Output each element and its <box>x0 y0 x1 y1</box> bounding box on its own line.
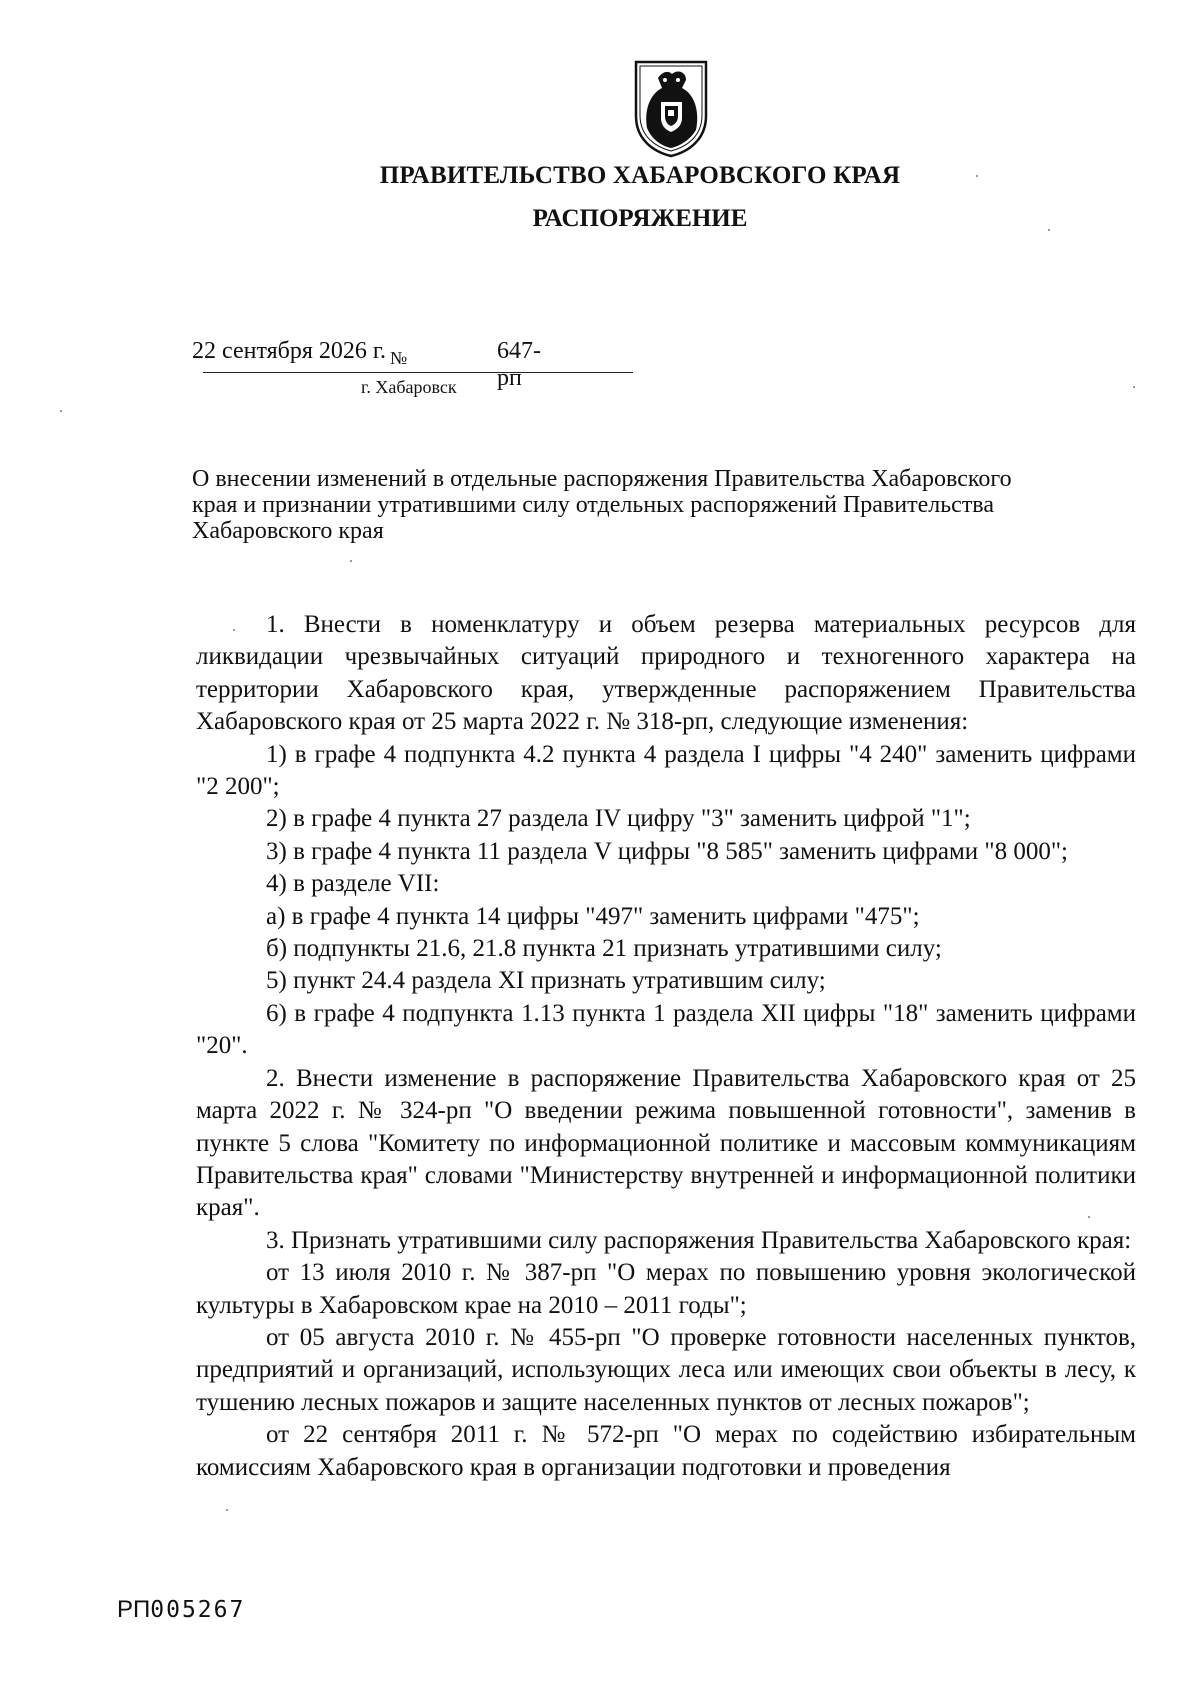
repealed-item-2: от 05 августа 2010 г. № 455-рп "О проверке готовности населенных пунктов, предприятий и организаций, использующих леса или имеющих свои объекты в лесу, к тушению лесных пожаров и защите населенных пунктов от лесных пожаров"; <box>196 1323 1136 1416</box>
series-prefix: РП <box>117 1596 151 1623</box>
document-subject <box>192 466 1139 544</box>
form-serial-stamp <box>117 1596 245 1624</box>
subject-line: Хабаровского края <box>192 518 384 544</box>
paragraph-3: 3. Признать утратившими силу распоряжения Правительства Хабаровского края: <box>266 1226 1132 1254</box>
subparagraph-1-4: 4) в разделе VII: <box>266 870 440 898</box>
subparagraph-1-1: 1) в графе 4 подпункта 4.2 пункта 4 раздела I цифры "4 240" заменить цифрами "2 200"; <box>196 740 1136 801</box>
number-sign: № <box>390 348 408 368</box>
subparagraph-1-3: 3) в графе 4 пункта 11 раздела V цифры "8 585" заменить цифрами "8 000"; <box>266 837 1069 865</box>
serial-number: 005267 <box>150 1597 246 1623</box>
scan-speck <box>1088 1216 1090 1218</box>
repealed-item-1: от 13 июля 2010 г. № 387-рп "О мерах по повышению уровня экологической культуры в Хабаровском крае на 2010 – 2011 годы"; <box>196 1259 1136 1319</box>
subparagraph-1-6: 6) в графе 4 подпункта 1.13 пункта 1 раздела XII цифры "18" заменить цифрами "20". <box>196 999 1136 1060</box>
scan-speck <box>350 560 352 562</box>
repealed-item-3: от 22 сентября 2011 г. № 572-рп "О мерах по содействию избирательным комиссиям Хабаровского края в организации подготовки и проведения <box>196 1421 1136 1481</box>
scan-speck <box>1048 229 1050 231</box>
scan-speck <box>976 175 978 177</box>
subparagraph-1-5: 5) пункт 24.4 раздела XI признать утратившим силу; <box>266 967 826 995</box>
paragraph-2: 2. Внести изменение в распоряжение Правительства Хабаровского края от 25 марта 2022 г. № 324-рп "О введении режима повышенной готовности", заменив в пункте 5 слова "Комитету по информационной политике и массовым коммуникациям Правительства края" словами "Министерству внутренней и информационной политики края". <box>196 1064 1136 1222</box>
document-type-title: РАСПОРЯЖЕНИЕ <box>532 205 748 232</box>
subparagraph-1-2: 2) в графе 4 пункта 27 раздела IV цифру "3" заменить цифрой "1"; <box>266 805 971 833</box>
subparagraph-1-4-b: б) подпункты 21.6, 21.8 пункта 21 признать утратившими силу; <box>266 935 942 963</box>
document-body <box>196 609 1136 1484</box>
scan-speck <box>233 629 235 631</box>
document-number: 647-рп <box>497 338 541 391</box>
subparagraph-1-4-a: а) в графе 4 пункта 14 цифры "497" заменить цифрами "475"; <box>266 902 920 930</box>
scan-speck <box>226 1509 228 1511</box>
khabarovsk-krai-coat-of-arms-icon <box>630 58 712 158</box>
scan-speck <box>60 410 62 412</box>
organization-title: ПРАВИТЕЛЬСТВО ХАБАРОВСКОГО КРАЯ <box>379 162 901 189</box>
document-city: г. Хабаровск <box>361 377 457 397</box>
scan-speck <box>1133 386 1135 388</box>
paragraph-1: 1. Внести в номенклатуру и объем резерва материальных ресурсов для ликвидации чрезвычайных ситуаций природного и техногенного характера на территории Хабаровского края, утвержденные распоряжением Правительства Хабаровского края от 25 марта 2022 г. № 318-рп, следующие изменения: <box>196 611 1136 736</box>
subject-line: края и признании утратившими силу отдельных распоряжений Правительства <box>192 492 994 518</box>
document-date: 22 сентября 2026 г. <box>192 338 387 364</box>
subject-line: О внесении изменений в отдельные распоряжения Правительства Хабаровского <box>192 466 1012 492</box>
registration-underline <box>203 372 633 373</box>
